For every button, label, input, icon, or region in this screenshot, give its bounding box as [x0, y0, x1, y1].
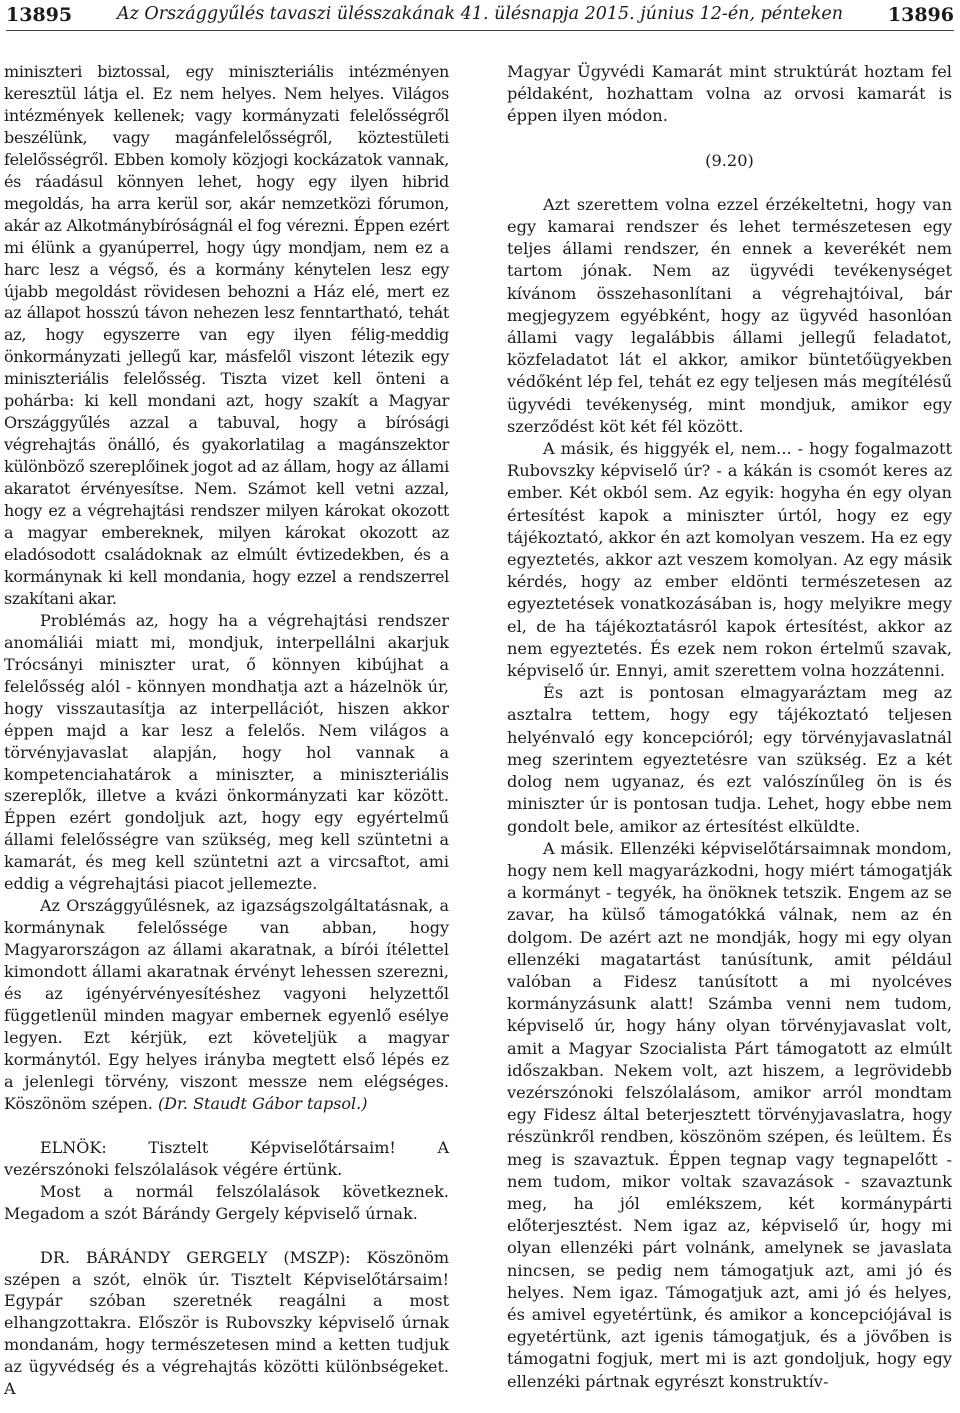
- paragraph: [4, 61, 449, 610]
- paragraph-text: A másik, és higgyék el, nem... - hogy fogalmazott Rubovszky képviselő úr? - a kákán is csomót keres az ember. Két okból sem. Az egyik: hogyha én egy olyan értesítést kapok a miniszter úrtól, hogy ez egy tájékoztató, akkor én azt komolyan veszem. Ha ez egy egyeztetés, akkor azt veszem komolyan. Az egy másik kérdés, hogy az ember eldönti természetesen az egyeztetések vonatkozásában is, hogy melyikre megy el, de ha tájékoztatásról kapok értesítést, akkor az nem egyeztetés. És ezek nem rokon értelmű szavak, képviselő úr. Ennyi, amit szerettem volna hozzátenni.: [507, 439, 952, 681]
- paragraph: [507, 194, 952, 438]
- paragraph: [4, 1181, 449, 1225]
- paragraph-text: miniszteri biztossal, egy miniszteriális intézményen keresztül látja el. Ez nem helyes. Nem helyes. Világos intézmények kellenek; vagy kormányzati felelősségről beszélünk, vagy magánfelelősségről, köztestületi felelősségről. Ebben komoly közjogi kockázatok vannak, és ráadásul könnyen lehet, hogy egy ilyen hibrid megoldás, ha arra kerül sor, akár nemzetközi fórumon, akár az Alkotmánybíróságnál el fog vérezni. Éppen ezért mi élünk a gyanúperrel, hogy úgy mondjam, nem ez a harc lesz a végső, és a kormány kénytelen lesz egy újabb megoldást rövidesen behozni a Ház elé, mert ez az állapot hosszú távon nehezen lesz fenntartható, tehát az, hogy egyszerre van egy ilyen félig-meddig önkormányzati jellegű kar, másfelől viszont létezik egy miniszteriális felelősség. Tiszta vizet kell önteni a pohárba: ki kell mondani azt, hogy szakít a Magyar Országgyűlés azzal a tabuval, hogy a bírósági végrehajtás önálló, és gyakorlatilag a magánszektor különböző szereplőinek jogot ad az állam, hogy az állami akaratot érvényesítse. Nem. Számot kell vetni azzal, hogy ez a végrehajtási rendszer milyen károkat okozott a magyar embereknek, milyen károkat okozott az eladósodott családoknak az elmúlt évtizedekben, és a kormánynak ki kell mondania, hogy ezzel a rendszerrel szakítani akar.: [4, 62, 449, 608]
- time-marker: [507, 150, 952, 172]
- paragraph: [507, 438, 952, 682]
- right-column: [507, 61, 952, 1393]
- paragraph-text: Most a normál felszólalások következnek. Megadom a szót Bárándy Gergely képviselő úrnak.: [4, 1181, 449, 1223]
- running-title: Az Országgyűlés tavaszi ülésszakának 41. ülésnapja 2015. június 12-én, pénteken: [116, 4, 844, 24]
- paragraph: [507, 838, 952, 1393]
- page-header: [0, 0, 960, 30]
- paragraph-text: Magyar Ügyvédi Kamarát mint struktúrát hoztam fel példaként, hozhattam volna az orvosi kamarát is éppen ilyen módon.: [507, 62, 952, 126]
- page-number-left: 13895: [6, 4, 73, 26]
- paragraph: [507, 61, 952, 128]
- paragraph-text: A másik. Ellenzéki képviselőtársaimnak mondom, hogy nem kell magyarázkodni, hogy miért támogatják a kormányt - tegyék, ha önöknek tetszik. Engem az se zavar, ha külső támogatókká válnak, nem az én dolgom. De azért azt ne mondják, hogy mi egy olyan ellenzéki magatartást tanúsítunk, amit például valóban a Fidesz tanúsított a mi nyolcéves kormányzásunk alatt! Számba venni nem tudom, képviselő úr, hogy hány olyan törvényjavaslat volt, amit a Magyar Szocialista Párt támogatott az elmúlt időszakban. Nekem volt, azt hiszem, a legrövidebb vezérszónoki felszólalásom, amikor arról mondtam egy Fidesz által beterjesztett törvényjavaslatra, hogy részünkről rendben, köszönöm szépen, és leültem. És meg is szavaztuk. Éppen tegnap vagy tegnapelőtt - nem tudom, mikor voltak szavazások - szavaztunk meg, ha jól emlékszem, két kormánypárti előterjesztést. Nem igaz az, képviselő úr, hogy mi olyan ellenzéki párt volnánk, amelynek se javaslata nincsen, se pedig nem támogatjuk azt, ami jó és helyes. Nem igaz. Támogatjuk azt, ami jó és helyes, és amivel egyetértünk, és amikor a koncepciójával is egyetértünk, azt igenis támogatjuk, és a jövőben is támogatni fogjuk, mert mi is azt gondoljuk, hogy egy ellenzéki pártnak egyrészt konstruktív-: [507, 838, 952, 1391]
- paragraph: [4, 610, 449, 895]
- paragraph: [507, 682, 952, 837]
- stage-direction: (Dr. Staudt Gábor tapsol.): [157, 1093, 368, 1113]
- paragraph-text: És azt is pontosan elmagyaráztam meg az asztalra tettem, hogy egy tájékoztató teljesen helyénvaló egy koncepcióról; egy törvényjavaslatnál meg szerintem egyeztetésre van szükség. Ez a két dolog nem ugyanaz, és ezt valószínűleg ön is és miniszter úr is pontosan tudja. Lehet, hogy ebbe nem gondolt bele, amikor az értesítést elküldte.: [507, 683, 952, 836]
- paragraph: [4, 1137, 449, 1181]
- paragraph-text: Az Országgyűlésnek, az igazságszolgáltatásnak, a kormánynak felelőssége van abban, hogy Magyarországon az állami akaratnak, a bírói ítélettel kimondott állami akaratnak érvényt lehessen szerezni, és az igényérvényesítéshez vagyoni helyzettől függetlenül minden magyar embernek egyenlő esélye legyen. Ezt kérjük, ezt követeljük a magyar kormánytól. Egy helyes irányba megtett első lépés ez a jelenlegi törvény, viszont messze nem elégséges. Köszönöm szépen.: [4, 896, 449, 1113]
- time-marker-text: (9.20): [705, 150, 754, 170]
- page-number-right: 13896: [887, 4, 954, 26]
- paragraph: [4, 895, 449, 1115]
- paragraph-text: ELNÖK: Tisztelt Képviselőtársaim! A vezérszónoki felszólalások végére értünk.: [4, 1137, 449, 1179]
- left-column: [4, 61, 449, 1400]
- header-rule: [6, 30, 954, 31]
- paragraph-text: Problémás az, hogy ha a végrehajtási rendszer anomáliái miatt mi, mondjuk, interpellálni akarjuk Trócsányi miniszter urat, ő könnyen kibújhat a felelősség alól - könnyen mondhatja azt a házelnök úr, hogy visszautasítja az interpellációt, hiszen akkor éppen majd a kar lesz a felelős. Nem világos a törvényjavaslat alapján, hogy hol vannak a kompetenciahatárok a miniszter, a miniszteriális szereplők, illetve a kvázi önkormányzati kar között. Éppen ezért gondoljuk azt, hogy egy egyértelmű állami felelősségre van szükség, meg kell szüntetni a kamarát, és meg kell szüntetni azt a vircsaftot, ami eddig a végrehajtási piacot jellemezte.: [4, 610, 449, 894]
- paragraph: [4, 1247, 449, 1401]
- paragraph-text: DR. BÁRÁNDY GERGELY (MSZP): Köszönöm szépen a szót, elnök úr. Tisztelt Képviselőtársaim! Egypár szóban szeretnék reagálni a most elhangzottakra. Először is Rubovszky képviselő úrnak mondanám, hogy természetesen mind a ketten tudjuk az ügyvédség és a végrehajtás közötti különbségeket. A: [4, 1247, 449, 1399]
- paragraph-text: Azt szerettem volna ezzel érzékeltetni, hogy van egy kamarai rendszer és lehet természetesen egy teljes állami rendszer, én ennek a keverékét nem tartom jónak. Nem az ügyvédi tevékenységet kívánom összehasonlítani a végrehajtóival, bár megjegyzem egyébként, hogy az ügyvéd hasonlóan állami vagy legalábbis állami jellegű feladatot, közfeladatot lát el akkor, amikor büntetőügyekben védőként lép fel, tehát ez egy teljesen más megítélésű ügyvédi tevékenység, mint mondjuk, amikor egy szerződést köt két fél között.: [507, 194, 952, 436]
